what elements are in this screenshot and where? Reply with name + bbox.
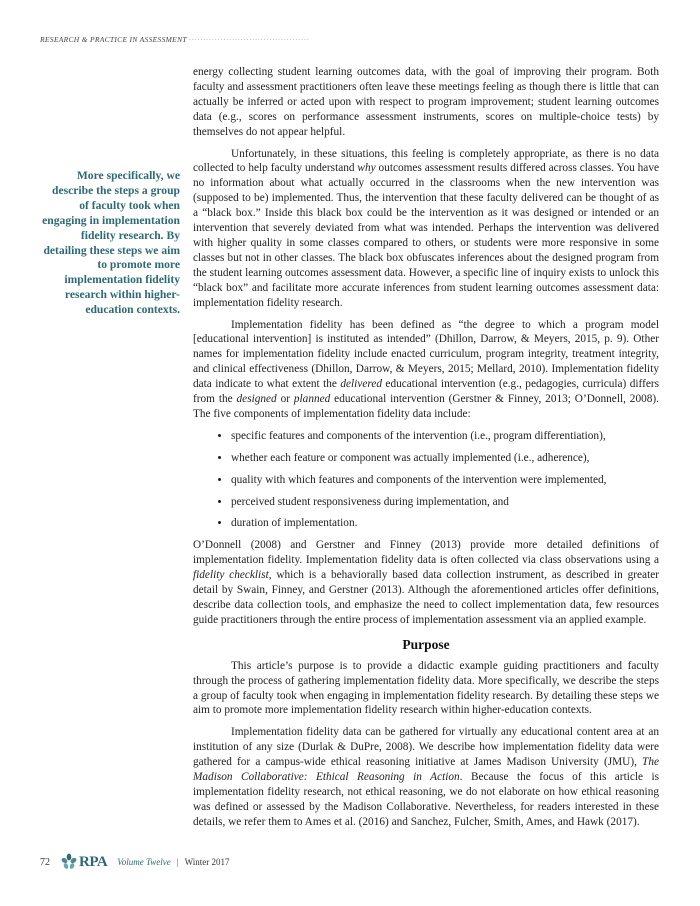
page-footer	[40, 853, 230, 871]
logo-text: RPA	[79, 853, 108, 870]
running-head-title: RESEARCH & PRACTICE IN ASSESSMENT	[40, 35, 187, 44]
list-item: • duration of implementation.	[231, 516, 659, 531]
paragraph-3: Implementation fidelity has been defined as “the degree to which a program model [educational intervention] is instituted as intended” (Dhillon, Darrow, & Meyers, 2015, p. 9). Other names for implementation fidelity include enacted curriculum, program integrity, treatment integrity, and clinical effectiveness (Dhillon, Darrow, & Meyers, 2015; Mellard, 2010). Implementation fidelity data indicate to what extent the delivered educational intervention (e.g., pedagogies, curricula) differs from the designed or planned educational intervention (Gerstner & Finney, 2013; O’Donnell, 2008). The five components of implementation fidelity data include:	[193, 318, 660, 420]
list-item: • quality with which features and components of the intervention were implemented,	[231, 473, 659, 488]
paragraph-6: Implementation fidelity data can be gathered for virtually any educational content area at an institution of any size (Durlak & DuPre, 2008). We describe how implementation fidelity data were gathered for a campus-wide ethical reasoning initiative at James Madison University (JMU), The Madison Collaborative: Ethical Reasoning in Action. Because the focus of this article is implementation fidelity research, not ethical reasoning, we do not elaborate on how ethical reasoning was defined or assessed by the Madison Collaborative. Nevertheless, for readers interested in these details, we refer them to Ames et al. (2016) and Sanchez, Fulcher, Smith, Ames, and Hawk (2017).	[193, 726, 659, 828]
paragraph-5: This article’s purpose is to provide a didactic example guiding practitioners and faculty through the process of gathering implementation fidelity data. More specifically, we describe the steps a group of faculty took when engaging in implementation fidelity research. By detailing these steps we aim to promote more implementation fidelity research within higher-education contexts.	[193, 659, 659, 717]
paragraph-4: O’Donnell (2008) and Gerstner and Finney (2013) provide more detailed definitions of implementation fidelity. Implementation fidelity data is often collected via class observations using a fidelity checklist, which is a behaviorally based data collection instrument, as described in greater detail by Swain, Finney, and Gerstner (2013). Although the aforementioned articles offer definitions, describe data collection tools, and emphasize the need to collect implementation data, few resources guide practitioners through the entire process of implementation assessment via an applied example.	[193, 539, 659, 626]
running-head	[40, 35, 360, 44]
section-heading: Purpose	[402, 636, 450, 652]
paragraph-2: Unfortunately, in these situations, this feeling is completely appropriate, as there is no data collected to help faculty understand why outcomes assessment results differed across classes. You have no information about what actually occurred in the classrooms when the new intervention was (supposed to be) implemented. Thus, the intervention that these faculty delivered can be thought of as a “black box.” Inside this black box could be the intervention as it was designed or intended or an intervention that severely deviated from what was intended. Perhaps the intervention was delivered with higher quality in some classes compared to others, or students were more responsive in some classes but not in other classes. The black box obfuscates inferences about the designed program from the student learning outcomes assessment data. However, a specific line of inquiry exists to unlock this “black box” and facilitate more accurate inferences from student learning outcomes assessment data: implementation fidelity research.	[193, 147, 659, 309]
footer-separator: |	[176, 857, 179, 867]
list-item: • whether each feature or component was actually implemented (i.e., adherence),	[231, 451, 659, 466]
pull-quote: More specifically, we describe the steps a group of faculty took when engaging in implementation fidelity research. By detailing these steps we aim to promote more implementation fidelity research within higher-education contexts.	[42, 169, 180, 317]
issue-season: Winter 2017	[184, 857, 230, 867]
running-head-dots: ··········································	[188, 35, 310, 44]
leaf-cluster-icon	[60, 853, 78, 871]
list-item: • specific features and components of the intervention (i.e., program differentiation),	[231, 429, 659, 444]
list-item: • perceived student responsiveness during implementation, and	[231, 495, 659, 510]
fidelity-components-list	[193, 429, 659, 532]
page-number: 72	[40, 856, 50, 868]
volume-label: Volume Twelve	[117, 857, 171, 867]
article-body	[193, 65, 659, 837]
paragraph-1: energy collecting student learning outcomes data, with the goal of improving their program. Both faculty and assessment practitioners often leave these meetings feeling as though there is little that can actually be inferred or acted upon with respect to program improvement; student learning outcomes data (e.g., scores on performance assessment instruments, scores on multiple-choice tests) by themselves do not appear helpful.	[193, 66, 659, 138]
rpa-logo	[60, 853, 107, 871]
